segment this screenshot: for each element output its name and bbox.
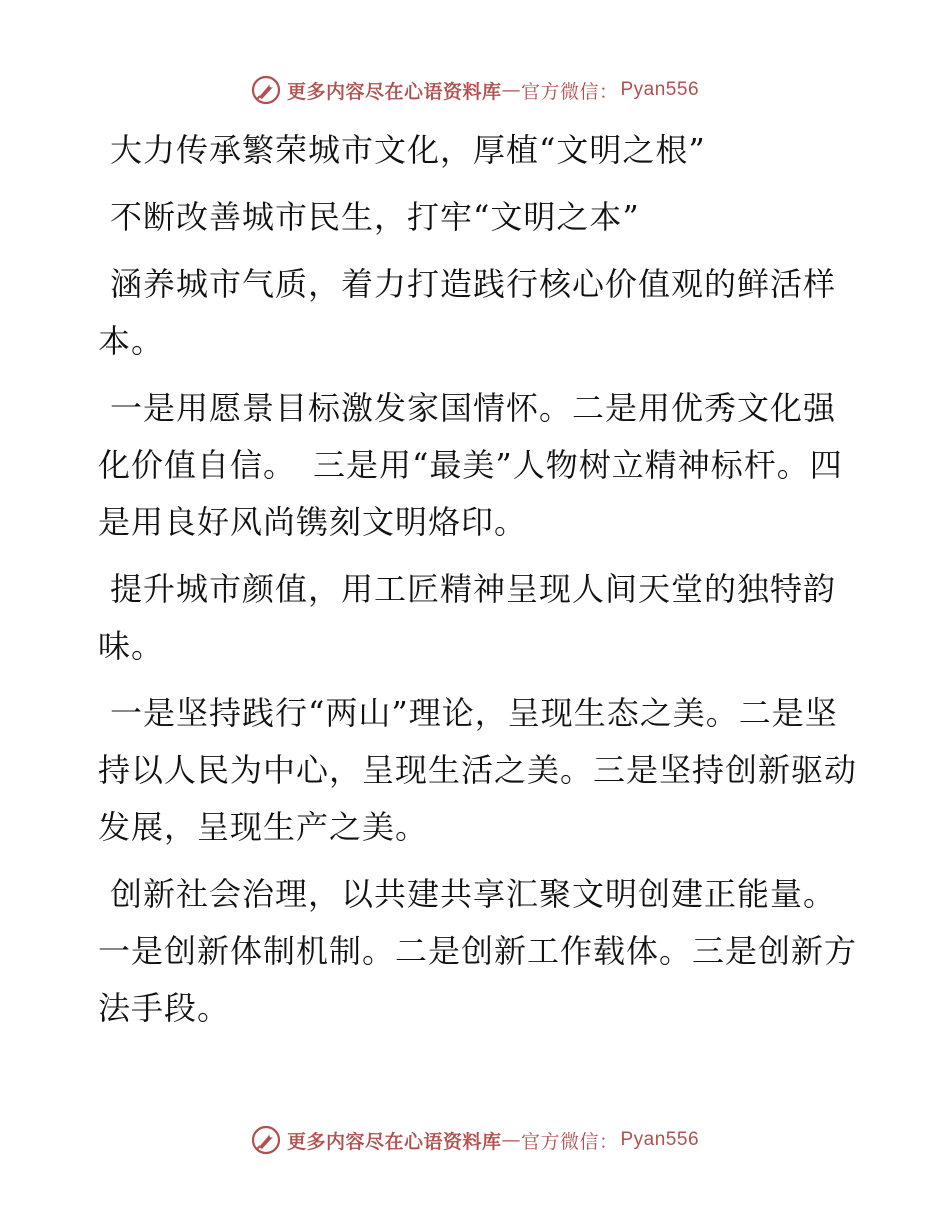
footer-banner <box>0 1120 950 1160</box>
pen-nib-logo-icon <box>251 1125 281 1155</box>
banner-brand-text: 更多内容尽在心语资料库 <box>286 1130 502 1153</box>
banner-dash: — <box>501 1129 521 1151</box>
pen-nib-logo-icon <box>251 75 281 105</box>
banner-wechat-id: Pyan556 <box>620 79 700 100</box>
paragraph-5: 提升城市颜值，用工匠精神呈现人间天堂的独特韵味。 <box>98 570 837 665</box>
paragraph-2: 不断改善城市民生，打牢“文明之本” <box>110 198 640 236</box>
banner-wechat-id: Pyan556 <box>620 1129 700 1150</box>
banner-brand-text: 更多内容尽在心语资料库 <box>286 80 502 103</box>
header-banner <box>0 70 950 110</box>
banner-dash: — <box>501 79 521 101</box>
paragraph-6: 一是坚持践行“两山”理论，呈现生态之美。二是坚持以人民为中心，呈现生活之美。三是坚持创新驱动发展，呈现生产之美。 <box>98 694 858 846</box>
banner-wechat-label: 官方微信： <box>520 1130 619 1153</box>
paragraph-4: 一是用愿景目标激发家国情怀。二是用优秀文化强化价值自信。 三是用“最美”人物树立精神标杆。四是用良好风尚镌刻文明烙印。 <box>98 389 843 541</box>
document-body <box>98 122 858 1047</box>
paragraph-7: 创新社会治理，以共建共享汇聚文明创建正能量。一是创新体制机制。二是创新工作载体。三是创新方法手段。 <box>98 875 858 1027</box>
paragraph-3: 涵养城市气质，着力打造践行核心价值观的鲜活样本。 <box>98 265 837 360</box>
banner-wechat-label: 官方微信： <box>520 80 619 103</box>
paragraph-1: 大力传承繁荣城市文化，厚植“文明之根” <box>110 131 706 169</box>
